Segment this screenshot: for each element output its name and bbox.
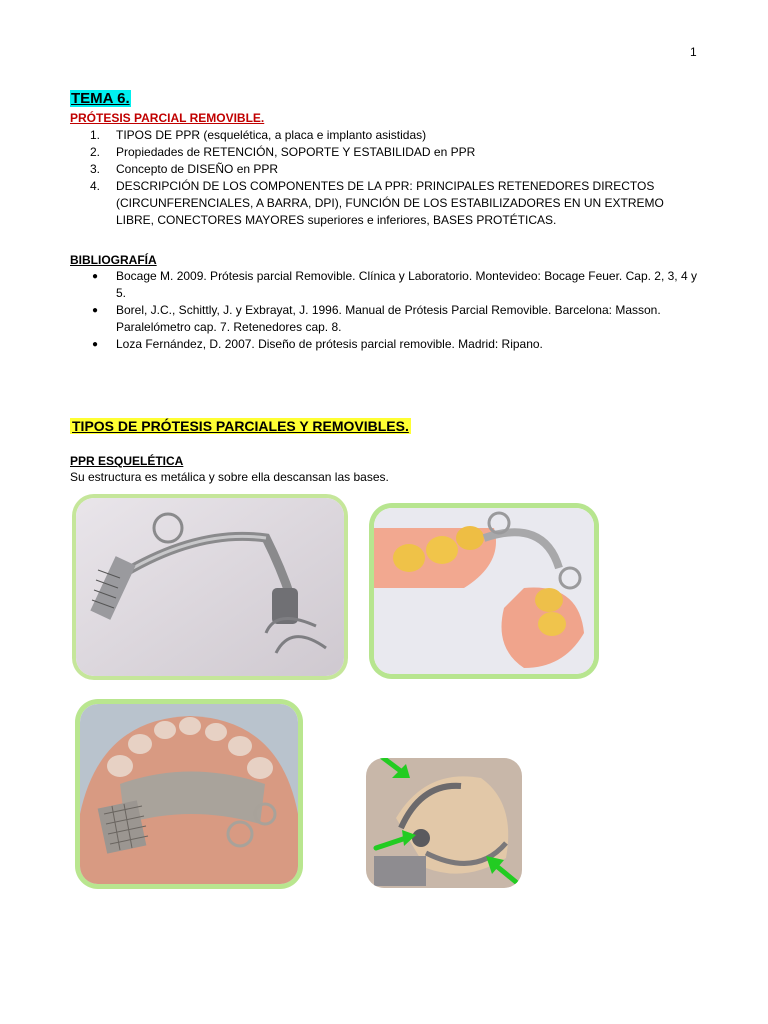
list-item (70, 127, 700, 144)
section-heading (70, 418, 411, 435)
list-text: Borel, J.C., Schittly, J. y Exbrayat, J. 1996. Manual de Prótesis Parcial Removible. Barcelona: Masson. Paralelómetro cap. 7. Retenedores cap. 8. (116, 303, 661, 334)
list-item (70, 302, 700, 336)
subtitle: PRÓTESIS PARCIAL REMOVIBLE. (70, 111, 265, 125)
list-number: 2. (90, 145, 101, 159)
bibliography-list (70, 268, 700, 353)
ppr-description: Su estructura es metálica y sobre ella descansan las bases. (70, 470, 389, 484)
tema-heading (70, 90, 131, 107)
bullet-icon: ● (92, 339, 99, 350)
list-text: Bocage M. 2009. Prótesis parcial Removible. Clínica y Laboratorio. Montevideo: Bocage Feuer. Cap. 2, 3, 4 y 5. (116, 269, 697, 300)
photo-metal-framework (76, 498, 344, 676)
list-number: 1. (90, 128, 101, 142)
bullet-icon: ● (92, 305, 99, 316)
list-text: Propiedades de RETENCIÓN, SOPORTE Y ESTABILIDAD en PPR (116, 145, 476, 159)
bullet-icon: ● (92, 271, 99, 282)
list-text: TIPOS DE PPR (esquelética, a placa e implanto asistidas) (116, 128, 427, 142)
section-title: TIPOS DE PRÓTESIS PARCIALES Y REMOVIBLES. (72, 418, 409, 434)
list-number: 3. (90, 162, 101, 176)
photo-clasp-detail (366, 758, 522, 888)
list-item (70, 144, 700, 161)
photo-upper-cast-framework (80, 704, 298, 884)
list-text: Loza Fernández, D. 2007. Diseño de prótesis parcial removible. Madrid: Ripano. (116, 337, 543, 351)
list-item (70, 336, 700, 353)
topics-list (70, 127, 700, 229)
photo-acrylic-base-teeth (374, 508, 594, 674)
list-item (70, 178, 700, 229)
bibliography-title: BIBLIOGRAFÍA (70, 253, 157, 267)
list-item (70, 268, 700, 302)
list-item (70, 161, 700, 178)
list-text: Concepto de DISEÑO en PPR (116, 162, 279, 176)
list-number: 4. (90, 179, 101, 193)
page-number: 1 (690, 45, 697, 59)
ppr-title: PPR ESQUELÉTICA (70, 454, 184, 468)
list-text: DESCRIPCIÓN DE LOS COMPONENTES DE LA PPR: PRINCIPALES RETENEDORES DIRECTOS (CIRCUNFERENCIALES, A BARRA, DPI), FUNCIÓN DE LOS ESTABILIZADORES EN UN EXTREMO LIBRE, CONECTORES MAYORES superiores e inferiores, BASES PROTÉTICAS. (116, 179, 664, 227)
tema-label: TEMA 6. (71, 90, 130, 107)
